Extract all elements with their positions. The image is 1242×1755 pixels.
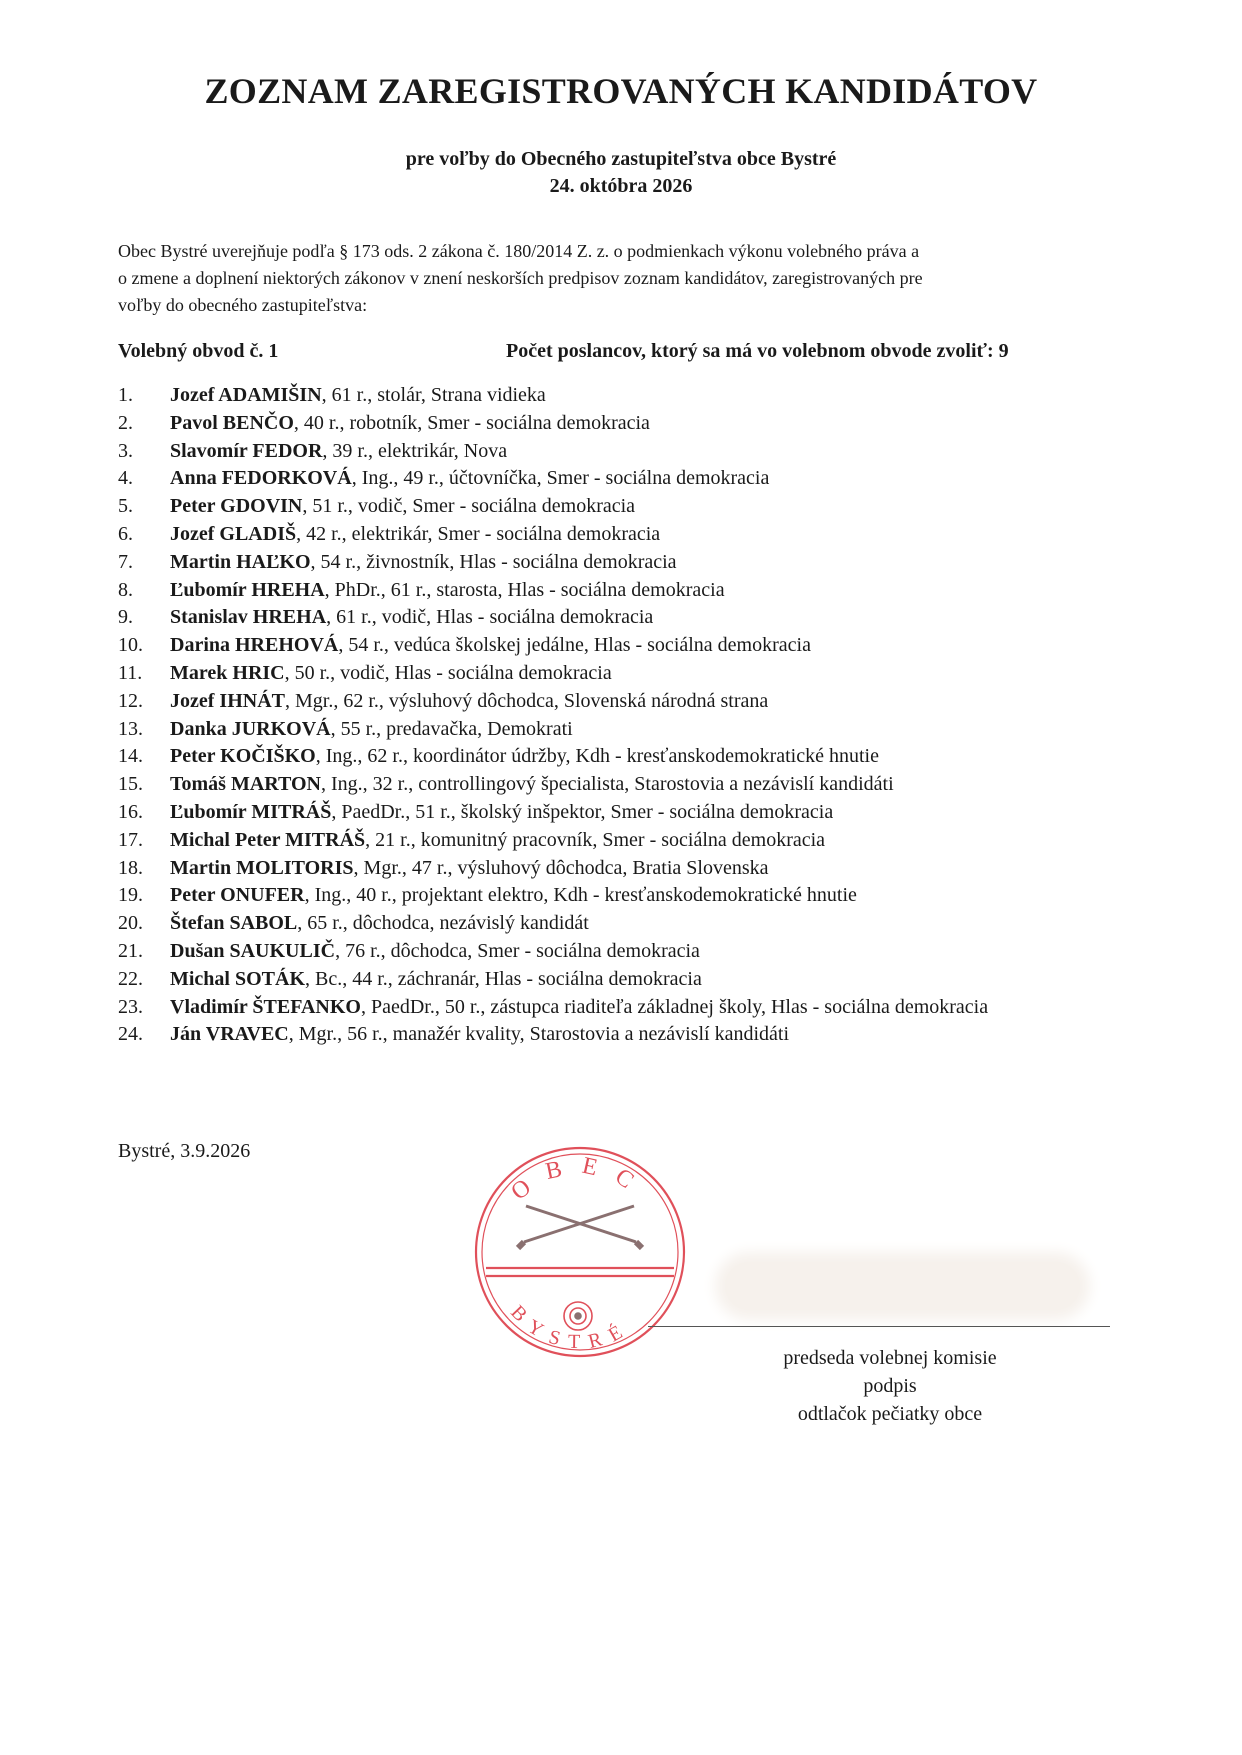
redacted-signature	[725, 1262, 1080, 1310]
caption-committee: predseda volebnej komisie	[783, 1347, 997, 1369]
candidate-item	[118, 549, 1118, 577]
candidate-name: Marek HRIC	[170, 661, 285, 684]
candidate-item	[118, 632, 1118, 660]
candidate-name: Dušan SAUKULIČ	[170, 939, 336, 962]
candidate-name: Jozef ADAMIŠIN	[170, 384, 322, 406]
candidate-name: Peter ONUFER	[170, 884, 305, 907]
candidate-number: 6.	[118, 522, 133, 545]
candidate-details: , Ing., 62 r., koordinátor údržby, Kdh - kresťanskodemokratické hnutie	[315, 745, 879, 768]
candidate-name: Michal SOTÁK	[170, 967, 306, 990]
candidate-name: Martin MOLITORIS	[170, 856, 354, 879]
candidate-number: 3.	[118, 439, 133, 462]
candidate-details: , 65 r., dôchodca, nezávislý kandidát	[297, 912, 589, 935]
candidate-details: , Mgr., 62 r., výsluhový dôchodca, Slovenská národná strana	[284, 689, 769, 712]
candidate-item	[118, 743, 1118, 771]
candidate-number: 22.	[118, 967, 143, 990]
candidate-name: Michal Peter MITRÁŠ	[170, 828, 366, 851]
candidate-number: 8.	[118, 578, 133, 601]
candidate-number: 24.	[118, 1023, 143, 1046]
candidate-number: 2.	[118, 411, 133, 434]
candidate-name: Ľubomír HREHA	[170, 578, 325, 601]
candidate-details: , PaedDr., 50 r., zástupca riaditeľa základnej školy, Hlas - sociálna demokracia	[360, 995, 989, 1018]
candidate-item	[118, 521, 1118, 549]
candidate-name: Pavol BENČO	[170, 411, 294, 434]
seats-label: Počet poslancov, ktorý sa má vo volebnom obvode zvoliť: 9	[506, 340, 1009, 362]
candidate-item	[118, 1021, 1118, 1049]
candidate-list	[118, 382, 1118, 1049]
candidate-number: 19.	[118, 884, 143, 907]
candidate-details: , 61 r., vodič, Hlas - sociálna demokracia	[326, 606, 654, 629]
candidate-details: , 54 r., živnostník, Hlas - sociálna demokracia	[310, 550, 677, 573]
candidate-name: Anna FEDORKOVÁ	[170, 467, 352, 490]
candidate-name: Stanislav HREHA	[170, 606, 327, 629]
page-title: ZOZNAM ZAREGISTROVANÝCH KANDIDÁTOV	[204, 71, 1038, 111]
candidate-item	[118, 938, 1118, 966]
candidate-name: Tomáš MARTON	[170, 773, 321, 796]
candidate-details: , 76 r., dôchodca, Smer - sociálna demokracia	[335, 939, 700, 962]
candidate-details: , 54 r., vedúca školskej jedálne, Hlas - sociálna demokracia	[338, 634, 811, 657]
candidate-details: , Ing., 32 r., controllingový špecialista, Starostovia a nezávislí kandidáti	[321, 773, 894, 796]
caption-stamp: odtlačok pečiatky obce	[797, 1403, 983, 1425]
candidate-number: 21.	[118, 939, 143, 962]
candidate-number: 18.	[118, 856, 143, 879]
candidate-item	[118, 910, 1118, 938]
candidate-name: Danka JURKOVÁ	[170, 717, 331, 740]
candidate-name: Peter KOČIŠKO	[170, 745, 316, 768]
candidate-name: Štefan SABOL	[170, 912, 298, 935]
candidate-details: , 50 r., vodič, Hlas - sociálna demokracia	[284, 661, 612, 684]
target-icon	[564, 1302, 592, 1330]
candidate-name: Slavomír FEDOR	[170, 439, 323, 462]
signature-line	[648, 1326, 1110, 1327]
candidate-number: 4.	[118, 467, 133, 490]
candidate-item	[118, 799, 1118, 827]
candidate-name: Ľubomír MITRÁŠ	[170, 800, 332, 823]
caption-signature: podpis	[863, 1375, 917, 1397]
intro-line-2: o zmene a doplnení niektorých zákonov v znení neskorších predpisov zoznam kandidátov, zaregistrovaných pre	[118, 268, 923, 288]
candidate-number: 17.	[118, 828, 143, 851]
candidate-item	[118, 966, 1118, 994]
candidate-details: , 39 r., elektrikár, Nova	[322, 439, 508, 462]
candidate-number: 5.	[118, 495, 133, 518]
candidate-number: 1.	[118, 384, 133, 406]
candidate-details: , Ing., 40 r., projektant elektro, Kdh - kresťanskodemokratické hnutie	[304, 884, 857, 907]
candidate-details: , 40 r., robotník, Smer - sociálna demokracia	[293, 411, 650, 434]
candidate-name: Peter GDOVIN	[170, 495, 303, 518]
candidate-details: , 42 r., elektrikár, Smer - sociálna demokracia	[296, 522, 661, 545]
candidate-details: , 55 r., predavačka, Demokrati	[330, 717, 573, 740]
candidate-details: , Mgr., 56 r., manažér kvality, Starostovia a nezávislí kandidáti	[288, 1023, 789, 1046]
stamp-bottom-text: BYSTRÉ	[506, 1301, 635, 1354]
candidate-details: , 21 r., komunitný pracovník, Smer - sociálna demokracia	[365, 828, 826, 851]
candidate-item	[118, 660, 1118, 688]
candidate-item	[118, 994, 1118, 1022]
stamp-rings	[476, 1148, 684, 1356]
candidate-details: , 51 r., vodič, Smer - sociálna demokracia	[302, 495, 636, 518]
intro-line-1: Obec Bystré uverejňuje podľa § 173 ods. 2 zákona č. 180/2014 Z. z. o podmienkach výkonu volebného práva a	[118, 241, 920, 261]
candidate-details: , Mgr., 47 r., výsluhový dôchodca, Bratia Slovenska	[353, 856, 769, 879]
candidate-name: Martin HAĽKO	[170, 550, 311, 573]
candidate-item	[118, 688, 1118, 716]
candidate-number: 11.	[118, 661, 143, 684]
candidate-name: Darina HREHOVÁ	[170, 634, 339, 657]
intro-paragraph	[118, 238, 1128, 319]
candidate-name: Jozef IHNÁT	[170, 689, 285, 712]
municipality-stamp	[472, 1144, 688, 1360]
candidate-number: 10.	[118, 634, 143, 657]
subtitle-date: 24. októbra 2026	[549, 175, 693, 197]
candidate-number: 15.	[118, 773, 143, 796]
candidate-number: 7.	[118, 550, 133, 573]
candidate-item	[118, 493, 1118, 521]
candidate-number: 9.	[118, 606, 133, 629]
candidate-details: , Ing., 49 r., účtovníčka, Smer - sociálna demokracia	[351, 467, 770, 490]
candidate-number: 16.	[118, 800, 143, 823]
candidate-details: , Bc., 44 r., záchranár, Hlas - sociálna demokracia	[305, 967, 702, 990]
candidate-item	[118, 882, 1118, 910]
candidate-item	[118, 827, 1118, 855]
candidate-item	[118, 716, 1118, 744]
candidate-number: 12.	[118, 689, 143, 712]
candidate-item	[118, 577, 1118, 605]
candidate-details: , 61 r., stolár, Strana vidieka	[321, 384, 546, 406]
place-date: Bystré, 3.9.2026	[118, 1140, 251, 1162]
candidate-number: 13.	[118, 717, 143, 740]
page-subtitle	[0, 146, 1242, 200]
candidate-item	[118, 382, 1118, 410]
crossed-rifles-icon	[518, 1206, 642, 1248]
candidate-number: 20.	[118, 912, 143, 935]
signature-caption	[740, 1344, 1040, 1428]
candidate-item	[118, 465, 1118, 493]
subtitle-election: pre voľby do Obecného zastupiteľstva obce Bystré	[405, 148, 837, 170]
candidate-details: , PhDr., 61 r., starosta, Hlas - sociálna demokracia	[324, 578, 725, 601]
candidate-number: 23.	[118, 995, 143, 1018]
candidate-item	[118, 438, 1118, 466]
district-label: Volebný obvod č. 1	[118, 340, 279, 362]
candidate-item	[118, 771, 1118, 799]
candidate-name: Vladimír ŠTEFANKO	[170, 995, 361, 1018]
intro-line-3: voľby do obecného zastupiteľstva:	[118, 295, 368, 315]
candidate-item	[118, 410, 1118, 438]
candidate-item	[118, 855, 1118, 883]
candidate-details: , PaedDr., 51 r., školský inšpektor, Smer - sociálna demokracia	[331, 800, 834, 823]
candidate-name: Ján VRAVEC	[170, 1023, 289, 1046]
candidate-name: Jozef GLADIŠ	[170, 522, 297, 545]
candidate-item	[118, 604, 1118, 632]
candidate-number: 14.	[118, 745, 143, 768]
stamp-top-text: OBEC	[506, 1152, 653, 1206]
